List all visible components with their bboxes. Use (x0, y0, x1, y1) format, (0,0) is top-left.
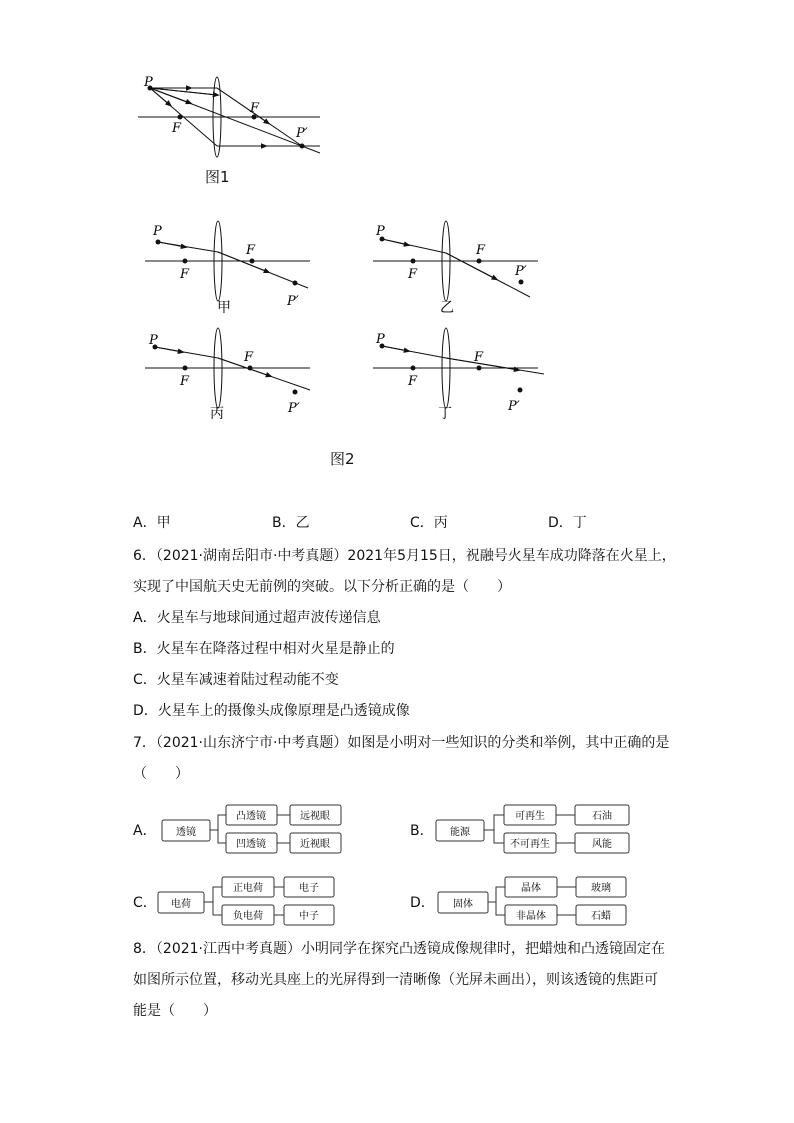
svg-text:近视眼: 近视眼 (300, 839, 330, 850)
q5-option-d[interactable]: D．丁 (548, 515, 587, 531)
svg-text:F: F (180, 267, 190, 282)
q6-option-d[interactable]: D．火星车上的摄像头成像原理是凸透镜成像 (133, 703, 410, 719)
svg-text:电子: 电子 (299, 883, 319, 894)
figure-1-diagram (130, 75, 330, 160)
svg-text:透镜: 透镜 (176, 827, 196, 838)
svg-text:不可再生: 不可再生 (510, 839, 550, 850)
q6-stem-line-1: 6．（2021·湖南岳阳市·中考真题）2021年5月15日，祝融号火星车成功降落在火星上， (133, 548, 676, 564)
svg-text:石油: 石油 (592, 811, 612, 822)
q7-option-a-tree (160, 800, 345, 860)
svg-text:凸透镜: 凸透镜 (236, 811, 266, 822)
svg-text:风能: 风能 (592, 839, 612, 850)
svg-text:能源: 能源 (450, 827, 470, 838)
svg-text:固体: 固体 (453, 899, 473, 910)
svg-text:P′: P′ (508, 399, 520, 414)
svg-text:晶体: 晶体 (521, 883, 541, 894)
q6-stem-line-2: 实现了中国航天史无前例的突破。以下分析正确的是（ ） (133, 579, 511, 595)
q7-option-c-letter[interactable]: C． (133, 895, 157, 911)
svg-text:电荷: 电荷 (171, 899, 191, 910)
svg-text:正电荷: 正电荷 (233, 883, 263, 894)
svg-text:负电荷: 负电荷 (233, 911, 263, 922)
svg-text:F: F (246, 243, 256, 258)
figure-2-yi-diagram (368, 215, 548, 325)
svg-text:F: F (180, 374, 190, 389)
svg-text:玻璃: 玻璃 (591, 883, 611, 894)
q7-option-d-tree (436, 872, 636, 932)
svg-text:F: F (408, 374, 418, 389)
svg-text:F: F (476, 243, 486, 258)
q7-option-b-tree (434, 800, 634, 860)
svg-text:F: F (172, 121, 182, 136)
svg-text:非晶体: 非晶体 (516, 911, 546, 922)
svg-text:P′: P′ (515, 264, 527, 279)
q5-option-c[interactable]: C．丙 (410, 515, 448, 531)
svg-text:P: P (376, 332, 385, 347)
svg-text:乙: 乙 (440, 300, 454, 316)
figure-2-bing-diagram (140, 322, 320, 427)
figure-1-caption: 图1 (205, 168, 230, 186)
svg-text:P: P (153, 224, 162, 239)
q7-stem-line-2: （ ） (133, 766, 189, 782)
svg-text:丁: 丁 (438, 406, 452, 422)
svg-text:可再生: 可再生 (515, 811, 545, 822)
svg-text:F: F (244, 350, 254, 365)
figure-2-jia-diagram (140, 215, 320, 325)
svg-text:凹透镜: 凹透镜 (236, 839, 266, 850)
q8-stem-line-3: 能是（ ） (133, 1003, 217, 1019)
q5-option-b[interactable]: B．乙 (272, 515, 310, 531)
svg-text:P: P (376, 224, 385, 239)
q7-option-d-letter[interactable]: D． (410, 895, 435, 911)
q8-stem-line-1: 8．（2021·江西中考真题）小明同学在探究凸透镜成像规律时，把蜡烛和凸透镜固定在 (133, 941, 665, 957)
svg-text:P: P (149, 333, 158, 348)
q7-option-a-letter[interactable]: A． (133, 823, 157, 839)
svg-text:F: F (408, 267, 418, 282)
q7-option-c-tree (156, 872, 341, 932)
figure-2-ding-diagram (368, 322, 548, 427)
svg-text:P′: P′ (287, 294, 299, 309)
figure-2-caption: 图2 (330, 450, 355, 468)
q6-option-b[interactable]: B．火星车在降落过程中相对火星是静止的 (133, 641, 395, 657)
svg-text:中子: 中子 (299, 911, 319, 922)
svg-text:丙: 丙 (210, 406, 224, 422)
svg-text:P: P (144, 75, 153, 90)
svg-text:F: F (474, 350, 484, 365)
svg-text:石蜡: 石蜡 (591, 911, 611, 922)
q8-stem-line-2: 如图所示位置，移动光具座上的光屏得到一清晰像（光屏未画出），则该透镜的焦距可 (133, 972, 658, 988)
svg-text:F: F (250, 101, 260, 116)
svg-text:P′: P′ (296, 126, 308, 141)
q6-option-c[interactable]: C．火星车减速着陆过程动能不变 (133, 672, 339, 688)
svg-text:P′: P′ (288, 401, 300, 416)
q7-option-b-letter[interactable]: B． (410, 823, 434, 839)
svg-text:甲: 甲 (217, 300, 231, 316)
q6-option-a[interactable]: A．火星车与地球间通过超声波传递信息 (133, 610, 381, 626)
q5-option-a[interactable]: A．甲 (133, 515, 171, 531)
svg-text:远视眼: 远视眼 (300, 811, 330, 822)
q7-stem-line-1: 7．（2021·山东济宁市·中考真题）如图是小明对一些知识的分类和举例，其中正确的是 (133, 735, 670, 751)
